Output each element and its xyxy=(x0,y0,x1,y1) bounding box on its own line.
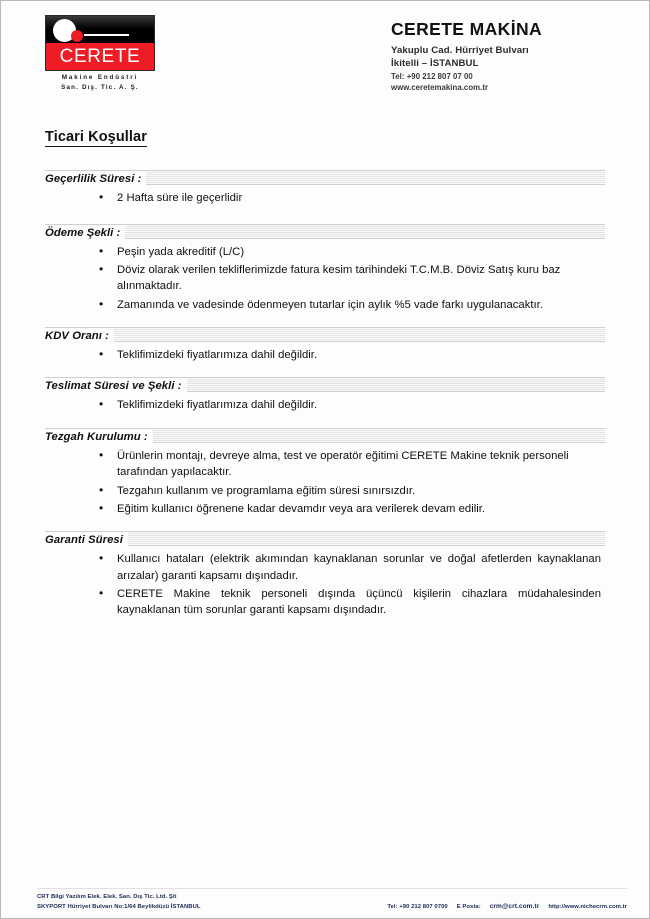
list-item: • Tezgahın kullanım ve programlama eğitim süresi sınırsızdır. xyxy=(97,483,605,499)
section-header xyxy=(45,326,605,341)
section-title: Garanti Süresi xyxy=(45,533,128,548)
section-bullet-list xyxy=(45,347,605,363)
footer-email[interactable]: crm@crt.com.tr xyxy=(489,903,540,911)
logo-subtitle-2: San. Dış. Tic. A. Ş. xyxy=(61,84,139,91)
logo-wordmark: CERETE xyxy=(59,45,141,67)
section-header xyxy=(45,427,605,442)
list-item: • Zamanında ve vadesinde ödenmeyen tutarlar için aylık %5 vade farkı uygulanacaktır. xyxy=(97,297,605,313)
logo-mark xyxy=(45,15,155,71)
footer-phone: Tel: +90 212 807 0700 xyxy=(387,904,448,911)
section-title: Geçerlilik Süresi : xyxy=(45,172,146,187)
section-bullet-list xyxy=(45,551,605,619)
footer-website[interactable]: http://www.nichecrm.com.tr xyxy=(548,904,627,911)
company-address-line-1: Yakuplu Cad. Hürriyet Bulvarı xyxy=(391,45,529,57)
section-bullet-list xyxy=(45,448,605,518)
list-item: • Teklifimizdeki fiyatlarımıza dahil değildir. xyxy=(97,397,605,413)
list-item: • Ürünlerin montajı, devreye alma, test ve operatör eğitimi CERETE Makine teknik personeli tarafından yapılacaktır. xyxy=(97,448,605,481)
logo-subtitle-1: Makine Endüstri xyxy=(61,74,139,81)
page-title: Ticari Koşullar xyxy=(45,129,147,146)
list-item: • Eğitim kullanıcı öğrenene kadar devamdır veya ara verilerek devam edilir. xyxy=(97,501,605,517)
footer-contact-row xyxy=(37,902,627,912)
company-website: www.ceretemakina.com.tr xyxy=(391,82,489,92)
company-phone: Tel: +90 212 807 07 00 xyxy=(391,71,473,81)
list-item: • Peşin yada akreditif (L/C) xyxy=(97,244,605,260)
section-kdv-orani xyxy=(45,326,605,363)
section-tezgah-kurulumu xyxy=(45,427,605,518)
section-title: Tezgah Kurulumu : xyxy=(45,430,153,445)
footer-divider xyxy=(37,888,627,889)
section-band-decoration xyxy=(45,224,605,239)
company-address-line-2: İkitelli – İSTANBUL xyxy=(391,58,479,70)
section-odeme-sekli xyxy=(45,223,605,314)
logo-red-band xyxy=(46,43,154,70)
section-teslimat-suresi-ve-sekli xyxy=(45,376,605,413)
footer-contact-group xyxy=(387,902,627,912)
document-footer xyxy=(1,888,649,912)
footer-company-name: CRT Bilgi Yazılım Elek. Elek. San. Dış Tic. Ltd. Şti xyxy=(37,894,177,901)
list-item: • 2 Hafta süre ile geçerlidir xyxy=(97,190,605,206)
section-header xyxy=(45,169,605,184)
section-gecerlilik-suresi xyxy=(45,169,605,206)
section-garanti-suresi xyxy=(45,530,605,619)
logo-red-circle-icon xyxy=(71,30,83,42)
section-header xyxy=(45,376,605,391)
company-name: CERETE MAKİNA xyxy=(391,19,543,39)
list-item: • Teklifimizdeki fiyatlarımıza dahil değildir. xyxy=(97,347,605,363)
footer-address: SKYPORT Hürriyet Bulvarı No:1/64 Beylikdüzü İSTANBUL xyxy=(37,904,201,911)
section-band-decoration xyxy=(45,531,605,546)
list-item: • Döviz olarak verilen tekliflerimizde fatura kesim tarihindeki T.C.M.B. Döviz Satış kuru baz alınmaktadır. xyxy=(97,262,605,295)
section-bullet-list xyxy=(45,397,605,413)
section-title: KDV Oranı : xyxy=(45,329,114,344)
list-item: • CERETE Makine teknik personeli dışında üçüncü kişilerin cihazlara müdahalesinden kaynaklanan tüm sorunlar garanti kapsamı dışındadır. xyxy=(97,586,605,619)
cerete-logo xyxy=(45,15,155,91)
footer-email-label: E Posta: xyxy=(456,904,481,911)
section-title: Ödeme Şekli : xyxy=(45,226,125,241)
logo-white-bar-icon xyxy=(84,34,129,36)
document-header xyxy=(1,1,649,93)
company-info xyxy=(391,15,603,93)
terms-content xyxy=(45,147,605,619)
section-bullet-list xyxy=(45,244,605,314)
section-header xyxy=(45,223,605,238)
section-band-decoration xyxy=(45,327,605,342)
section-header xyxy=(45,530,605,545)
section-bullet-list xyxy=(45,190,605,206)
section-title: Teslimat Süresi ve Şekli : xyxy=(45,379,187,394)
page-title-wrap xyxy=(1,93,649,147)
list-item: • Kullanıcı hataları (elektrik akımından kaynaklanan sorunlar ve doğal afetlerden kaynaklanan arızalar) garanti kapsamı dışındadır. xyxy=(97,551,605,584)
